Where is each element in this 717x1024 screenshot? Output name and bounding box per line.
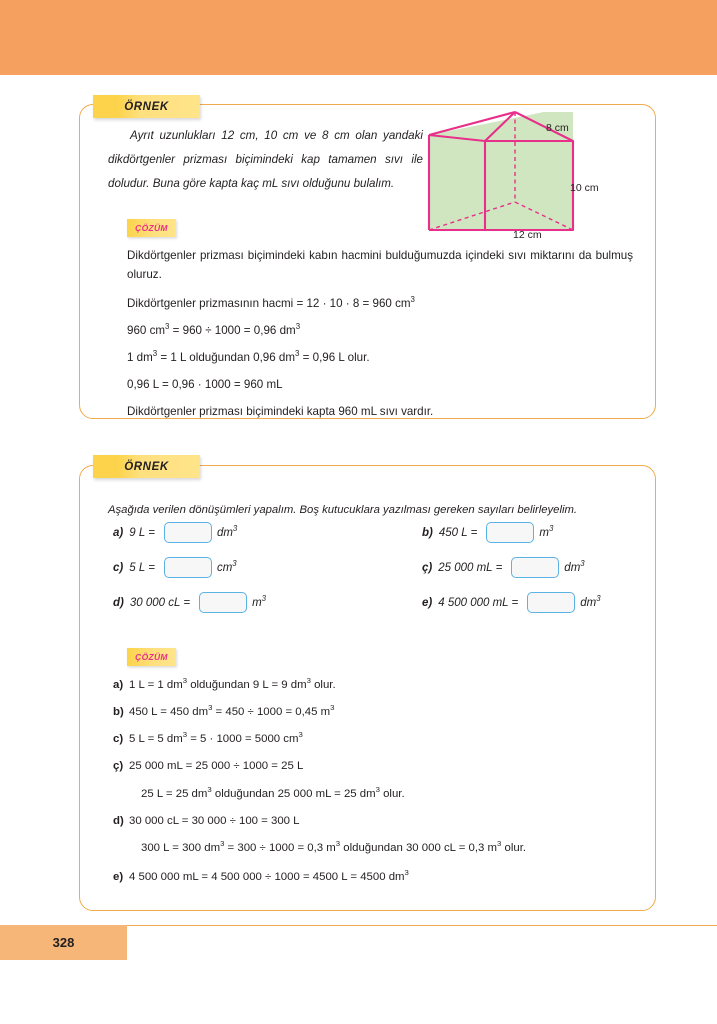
exercise-c-cedilla-input[interactable] — [511, 557, 559, 578]
example-1-solution-line-2: 960 $cm^3 = 960 \div 1000 = 0,96$ $dm^3$ — [127, 322, 301, 337]
exercise-c — [113, 557, 237, 578]
exercise-a-expression: 9 L = — [129, 526, 155, 539]
solution-c-cedilla-cont-text: 25 L = 25 $dm^3$ olduğundan 25 000 mL = 25 $dm^3$ olur. — [141, 785, 405, 800]
exercise-e-input[interactable] — [527, 592, 575, 613]
figure-depth-label: 8 cm — [546, 122, 569, 134]
exercise-c-cedilla — [422, 557, 585, 578]
example-1-solution-line-5: Dikdörtgenler prizması biçimindeki kapta 960 mL sıvı vardır. — [127, 405, 434, 418]
exercise-d — [113, 592, 266, 613]
solution-a-text: 1 L = 1 $dm^3$ olduğundan 9 L = 9 $dm^3$ olur. — [129, 676, 336, 691]
solution-c-cedilla-text: 25 000 mL = 25 000 ÷ 1000 = 25 L — [129, 760, 304, 772]
exercise-d-letter: d) — [113, 596, 124, 609]
footer-rule — [127, 925, 717, 926]
example-2-badge — [93, 455, 200, 478]
top-banner — [0, 0, 717, 75]
solution-row-d — [113, 815, 300, 827]
example-1-solution-line-4: 0,96 L = 0,96 · 1000 = 960 mL — [127, 378, 283, 391]
example-1-solution-line-3: 1 $dm^3 = 1$ L olduğundan 0,96 $dm^3 = 0,96$ L olur. — [127, 349, 370, 364]
solution-a-letter: a) — [113, 679, 124, 691]
solution-b-letter: b) — [113, 706, 124, 718]
solution-b-text: 450 L = 450 $dm^3 = 450 \div 1000 = 0,45$ $m^3$ — [129, 703, 335, 718]
exercise-b-letter: b) — [422, 526, 433, 539]
exercise-e — [422, 592, 601, 613]
solution-row-c — [113, 730, 303, 745]
example-2-solution-badge-label: ÇÖZÜM — [135, 652, 168, 662]
example-2-badge-label: ÖRNEK — [124, 460, 169, 473]
example-1-solution-badge-label: ÇÖZÜM — [135, 223, 168, 233]
exercise-a-letter: a) — [113, 526, 124, 539]
example-1-question: Ayrıt uzunlukları 12 cm, 10 cm ve 8 cm olan yandaki dikdörtgenler prizması biçimindeki kap tamamen sıvı ile doludur. Buna göre kapta kaç mL sıvı olduğunu bulalım. — [108, 129, 423, 190]
solution-row-e — [113, 868, 409, 883]
solution-d-cont-text: 300 L = 300 $dm^3 = 300 \div 1000 = 0,3$ $m^3$ olduğundan 30 000 cL = 0,3 $m^3$ olur. — [141, 839, 527, 854]
exercise-c-letter: c) — [113, 561, 124, 574]
rectangular-prism-figure — [427, 110, 602, 245]
page-number: 328 — [52, 935, 75, 950]
exercise-c-cedilla-letter: ç) — [422, 561, 433, 574]
exercise-c-input[interactable] — [164, 557, 212, 578]
solution-row-d-cont — [141, 839, 527, 854]
exercise-d-input[interactable] — [199, 592, 247, 613]
exercise-a-input[interactable] — [164, 522, 212, 543]
example-2-solution-badge — [127, 648, 176, 666]
solution-row-b — [113, 703, 335, 718]
exercise-c-cedilla-unit: $dm^3$ — [564, 558, 585, 574]
exercise-d-expression: 30 000 cL = — [129, 596, 191, 609]
example-1-solution-badge — [127, 219, 176, 237]
figure-height-label: 10 cm — [570, 182, 599, 194]
exercise-b-expression: 450 L = — [438, 526, 478, 539]
exercise-d-unit: $m^3$ — [252, 593, 267, 609]
solution-e-text: 4 500 000 mL = 4 500 000 ÷ 1000 = 4500 L = 4500 $dm^3$ — [129, 868, 409, 883]
exercise-c-cedilla-expression: 25 000 mL = — [438, 561, 503, 574]
exercise-b-unit: $m^3$ — [539, 523, 554, 539]
exercise-c-unit: $cm^3$ — [216, 558, 237, 574]
exercise-a-unit: $dm^3$ — [216, 523, 238, 539]
exercise-b — [422, 522, 553, 543]
solution-d-letter: d) — [113, 815, 124, 827]
solution-e-letter: e) — [113, 871, 124, 883]
exercise-e-unit: $dm^3$ — [580, 593, 601, 609]
exercise-c-expression: 5 L = — [129, 561, 155, 574]
solution-row-a — [113, 676, 336, 691]
example-1-badge-label: ÖRNEK — [124, 100, 169, 113]
exercise-b-input[interactable] — [486, 522, 534, 543]
solution-c-text: 5 L = 5 $dm^3 = 5 \cdot 1000 = 5000$ $cm^3$ — [129, 730, 303, 745]
exercise-e-expression: 4 500 000 mL = — [438, 596, 519, 609]
exercise-a — [113, 522, 237, 543]
solution-row-c-cedilla — [113, 760, 303, 772]
example-2-question: Aşağıda verilen dönüşümleri yapalım. Boş kutucuklara yazılması gereken sayıları belirleyelim. — [108, 504, 578, 516]
solution-c-letter: c) — [113, 733, 124, 745]
solution-row-c-cedilla-cont — [141, 785, 405, 800]
example-1-badge — [93, 95, 200, 118]
figure-width-label: 12 cm — [513, 229, 542, 241]
example-1-solution-line-1: Dikdörtgenler prizmasının hacmi = 12 · 10 · 8 = 960 $cm^3$ — [127, 295, 415, 310]
solution-d-text: 30 000 cL = 30 000 ÷ 100 = 300 L — [129, 815, 300, 827]
solution-c-cedilla-letter: ç) — [113, 760, 124, 772]
example-1-solution-line-0: Dikdörtgenler prizması biçimindeki kabın hacmini bulduğumuzda içindeki sıvı miktarını da bulmuş oluruz. — [127, 249, 633, 281]
exercise-e-letter: e) — [422, 596, 433, 609]
